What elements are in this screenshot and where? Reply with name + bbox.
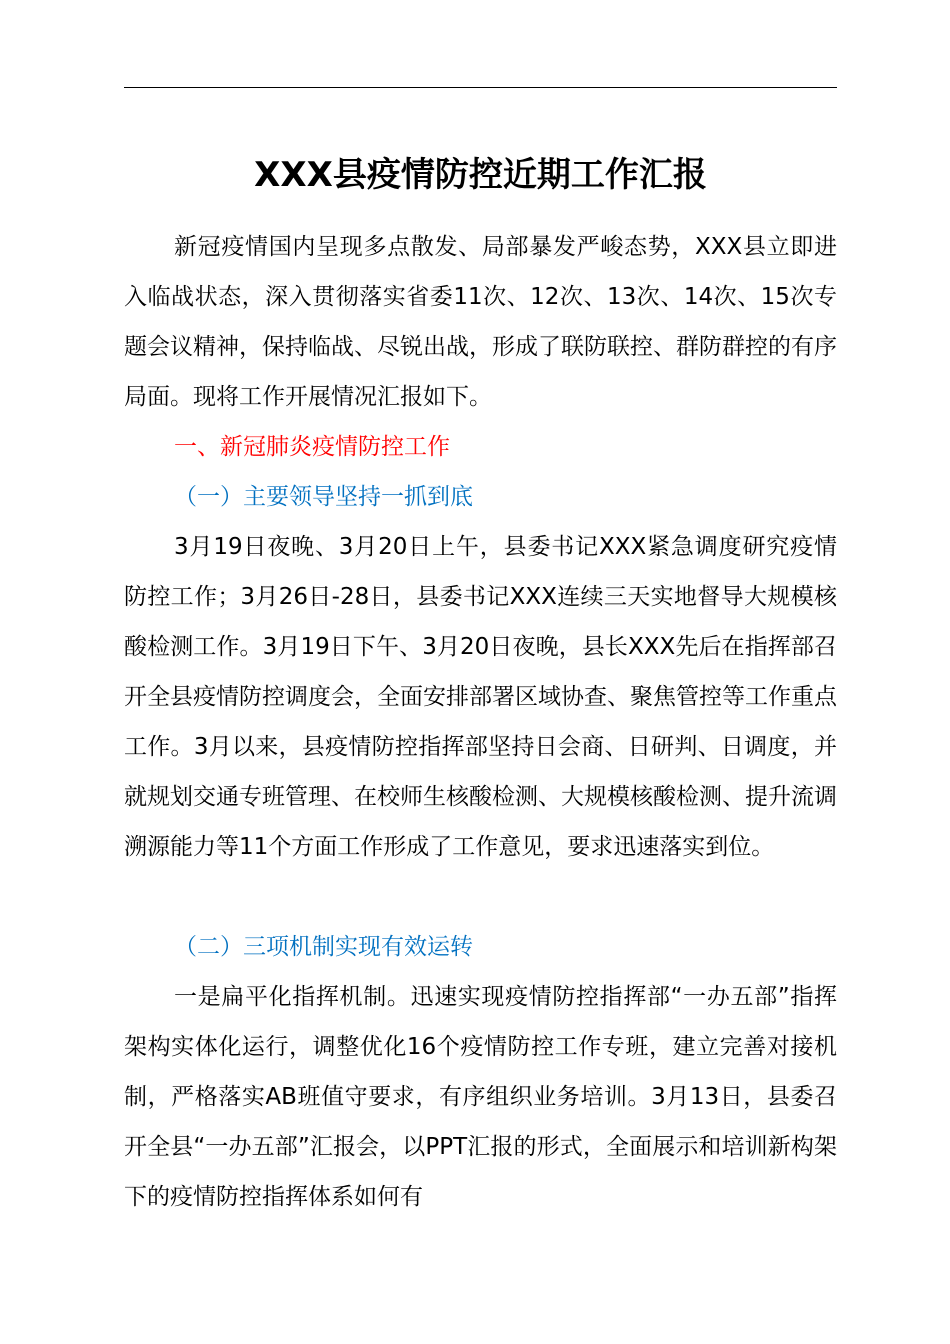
header-rule <box>124 87 837 88</box>
subsection-heading-2: （二）三项机制实现有效运转 <box>174 934 473 960</box>
subsection-2-paragraph: 一是扁平化指挥机制。迅速实现疫情防控指挥部“一办五部”指挥架构实体化运行，调整优化16个疫情防控工作专班，建立完善对接机制，严格落实AB班值守要求，有序组织业务培训。3月13日，县委召开全县“一办五部”汇报会，以PPT汇报的形式，全面展示和培训新构架下的疫情防控指挥体系如何有 <box>124 984 837 1210</box>
intro-paragraph: 新冠疫情国内呈现多点散发、局部暴发严峻态势，XXX县立即进入临战状态，深入贯彻落实省委11次、12次、13次、14次、15次专题会议精神，保持临战、尽锐出战，形成了联防联控、群防群控的有序局面。现将工作开展情况汇报如下。 <box>124 234 837 410</box>
section-heading-1: 一、新冠肺炎疫情防控工作 <box>174 434 450 460</box>
subsection-heading-1: （一）主要领导坚持一抓到底 <box>174 484 473 510</box>
document-title: XXX县疫情防控近期工作汇报 <box>254 155 707 195</box>
subsection-1-paragraph: 3月19日夜晚、3月20日上午，县委书记XXX紧急调度研究疫情防控工作；3月26日-28日，县委书记XXX连续三天实地督导大规模核酸检测工作。3月19日下午、3月20日夜晚，县长XXX先后在指挥部召开全县疫情防控调度会，全面安排部署区域协查、聚焦管控等工作重点工作。3月以来，县疫情防控指挥部坚持日会商、日研判、日调度，并就规划交通专班管理、在校师生核酸检测、大规模核酸检测、提升流调溯源能力等11个方面工作形成了工作意见，要求迅速落实到位。 <box>124 534 837 860</box>
